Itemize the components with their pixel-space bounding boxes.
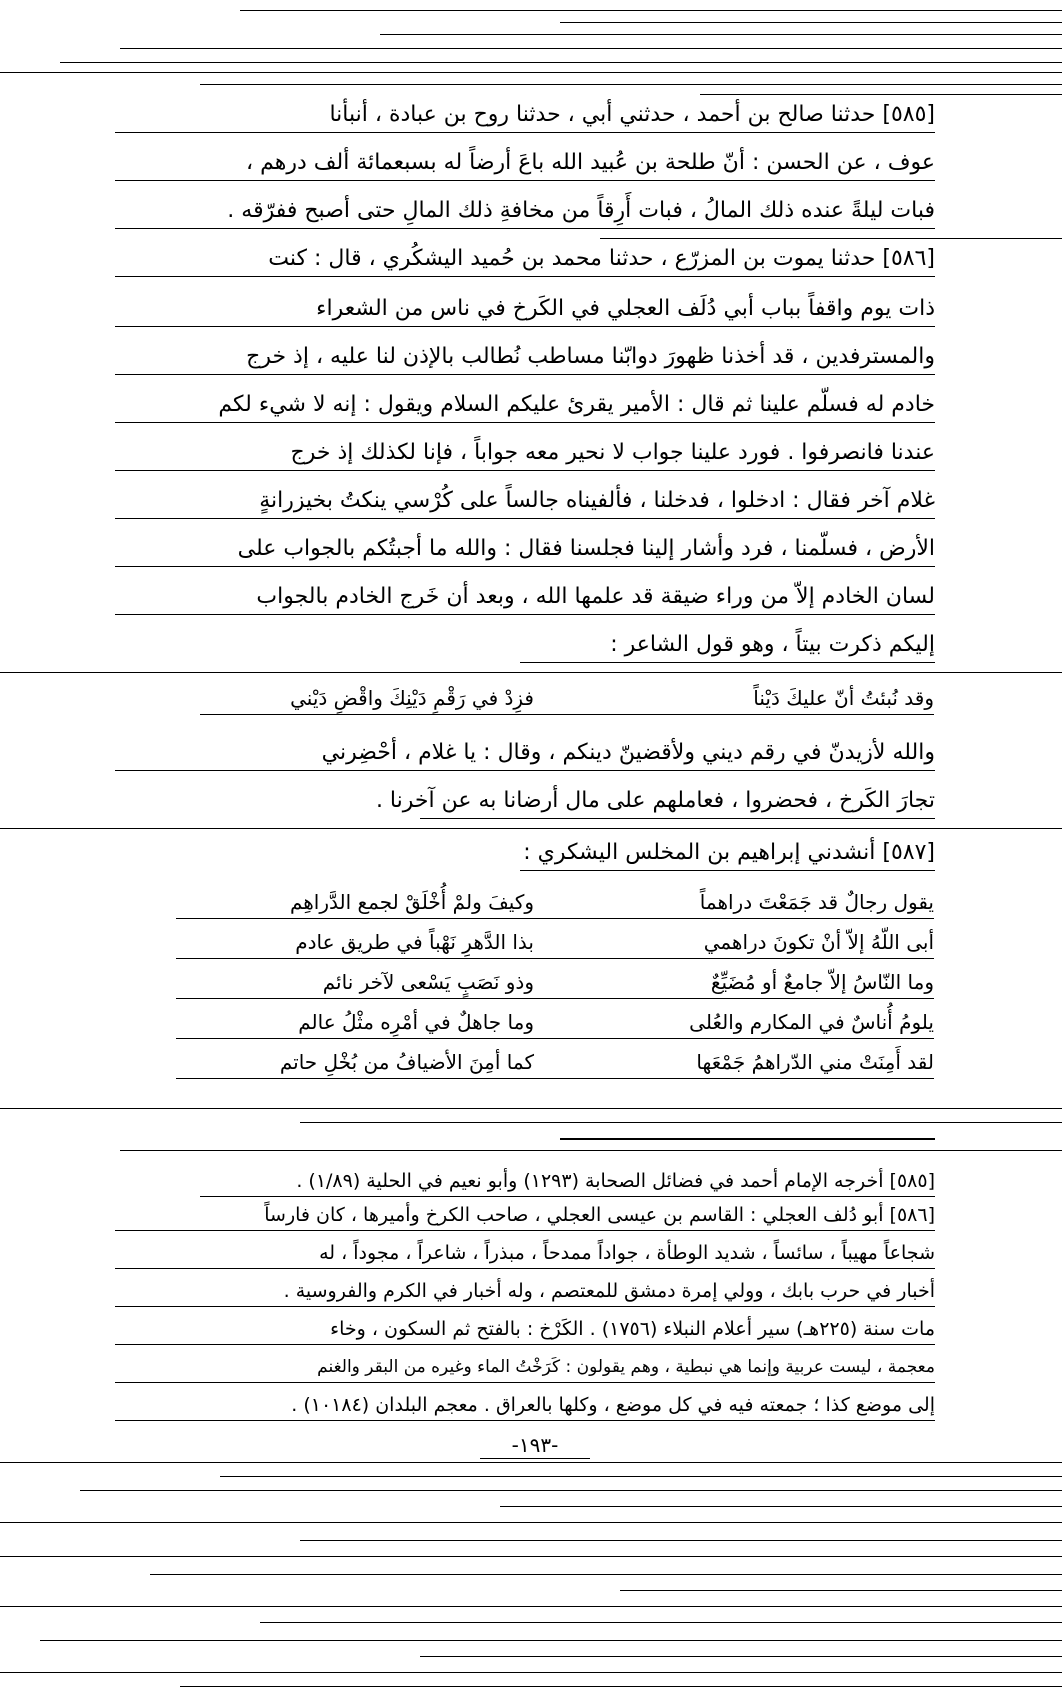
scan-streak	[560, 22, 1062, 23]
scan-streak	[500, 1506, 1062, 1507]
poem-verse	[176, 1048, 934, 1079]
body-line: الأرض ، فسلّمنا ، فرد وأشار إلينا فجلسنا فقال : والله ما أجبتُكم بالجواب على	[115, 534, 935, 567]
body-line: خادم له فسلّم علينا ثم قال : الأمير يقرئ عليكم السلام ويقول : إنه لا شيء لكم	[115, 390, 935, 423]
scan-streak	[0, 1462, 1062, 1463]
verse-first-hemistich: يلومُ أُناسٌ في المكارم والعُلى	[689, 1010, 934, 1034]
page-number: -١٩٣-	[480, 1432, 590, 1459]
poem-verse	[176, 888, 934, 919]
scan-streak	[300, 1122, 1062, 1123]
scan-streak	[60, 62, 1062, 63]
footnote-line: أخبار في حرب بابك ، وولي إمرة دمشق للمعتصم ، وله أخبار في الكرم والفروسية .	[115, 1278, 935, 1307]
footnote-line: مات سنة (٢٢٥هـ) سير أعلام النبلاء (١٧٥٦) . الكَرْخ : بالفتح ثم السكون ، وخاء	[115, 1316, 935, 1345]
verse-line	[200, 684, 934, 715]
body-line: لسان الخادم إلاّ من وراء ضيقة قد علمها الله ، وبعد أن خَرج الخادم بالجواب	[115, 582, 935, 615]
verse-second-hemistich: وكيفَ ولمْ أُخْلَقْ لجمع الدَّراهِم	[289, 890, 534, 914]
body-line: إليكم ذكرت بيتاً ، وهو قول الشاعر :	[520, 630, 935, 663]
footnote-line: [٥٨٥] أخرجه الإمام أحمد في فضائل الصحابة (١٢٩٣) وأبو نعيم في الحلية (١/٨٩) .	[200, 1168, 935, 1197]
verse-first-hemistich: لقد أَمِنَتْ مني الدّراهمُ جَمْعَها	[696, 1050, 934, 1074]
scan-streak	[620, 1590, 1062, 1591]
body-line: [٥٨٧] أنشدني إبراهيم بن المخلس اليشكري :	[520, 838, 935, 871]
footnote-line: شجاعاً مهيباً ، سائساً ، شديد الوطأة ، جواداً ممدحاً ، مبذراً ، شاعراً ، مجوداً ، له	[115, 1240, 935, 1269]
poem-verse	[176, 968, 934, 999]
scan-streak	[180, 1686, 1062, 1687]
verse-second-hemistich: وذو نَصَبٍ يَسْعى لآخر نائم	[322, 970, 534, 994]
body-line: غلام آخر فقال : ادخلوا ، فدخلنا ، فألفيناه جالساً على كُرْسي ينكتُ بخيزرانةٍ	[115, 486, 935, 519]
scan-streak	[0, 828, 1062, 829]
scan-streak	[0, 1672, 1062, 1673]
scan-streak	[240, 10, 1062, 11]
verse-second-hemistich: وما جاهلٌ في أمْرِه مثْلُ عالم	[298, 1010, 534, 1034]
scan-streak	[40, 1640, 1062, 1641]
body-line: [٥٨٦] حدثنا يموت بن المزرّع ، حدثنا محمد بن حُميد اليشكُري ، قال : كنت	[115, 244, 935, 277]
scan-streak	[300, 1540, 1062, 1541]
verse-first-hemistich: وقد نُبئتُ أنّ عليكَ دَيْناً	[753, 686, 934, 710]
verse-second-hemistich: كما أمِنَ الأضيافُ من بُخْلِ حاتم	[279, 1050, 534, 1074]
body-line: عندنا فانصرفوا . فورد علينا جواب لا نحير معه جواباً ، فإنا لكذلك إذ خرج	[115, 438, 935, 471]
scan-streak	[200, 84, 1062, 85]
footnote-line: إلى موضع كذا ؛ جمعته فيه في كل موضع ، وكلها بالعراق . معجم البلدان (١٠١٨٤) .	[115, 1392, 935, 1421]
body-line: تجارَ الكَرخ ، فحضروا ، فعاملهم على مال أرضانا به عن آخرنا .	[420, 786, 935, 819]
footnote-line: معجمة ، ليست عربية وإنما هي نبطية ، وهم يقولون : كَرَخْتُ الماء وغيره من البقر والغنم	[115, 1354, 935, 1383]
verse-first-hemistich: أبى اللّهُ إلاّ أنْ تكونَ دراهمي	[703, 930, 934, 954]
scan-streak	[80, 1490, 1062, 1491]
footnote-line: [٥٨٦] أبو دُلف العجلي : القاسم بن عيسى العجلي ، صاحب الكرخ وأميرها ، كان فارساً	[115, 1202, 935, 1231]
scan-streak	[0, 672, 1062, 673]
scan-streak	[420, 1656, 1062, 1657]
verse-first-hemistich: يقول رجالٌ قد جَمَعْتَ دراهماً	[699, 890, 934, 914]
scan-streak	[0, 1556, 1062, 1557]
verse-first-hemistich: وما النّاسُ إلاّ جامعٌ أو مُضَيِّعٌ	[710, 970, 934, 994]
scan-streak	[260, 1622, 1062, 1623]
scan-streak	[0, 1108, 1062, 1109]
body-line: ذات يوم واقفاً بباب أبي دُلَف العجلي في الكَرخ في ناس من الشعراء	[115, 294, 935, 327]
scan-streak	[700, 94, 1062, 95]
scan-streak	[0, 1522, 1062, 1523]
scan-streak	[120, 48, 1062, 49]
poem-verse	[176, 1008, 934, 1039]
verse-second-hemistich: فزِدْ في رَقْمِ دَيْنِكَ واقْضِ دَيْني	[290, 686, 534, 710]
footnote-separator	[560, 1138, 935, 1140]
body-line: [٥٨٥] حدثنا صالح بن أحمد ، حدثني أبي ، حدثنا روح بن عبادة ، أنبأنا	[115, 100, 935, 133]
scan-streak	[600, 238, 1062, 239]
body-line: فبات ليلةً عنده ذلك المالُ ، فبات أَرِقاً من مخافةِ ذلك المالِ حتى أصبح ففرّقه .	[115, 196, 935, 229]
verse-second-hemistich: بذا الدَّهرِ نَهْباً في طريق عادم	[295, 930, 534, 954]
scan-streak	[150, 1574, 1062, 1575]
scan-streak	[0, 1606, 1062, 1607]
body-line: عوف ، عن الحسن : أنّ طلحة بن عُبيد الله باعَ أرضاً له بسبعمائة ألف درهم ،	[115, 148, 935, 181]
scan-streak	[220, 1476, 1062, 1477]
scan-streak	[380, 34, 1062, 35]
poem-verse	[176, 928, 934, 959]
scan-streak	[120, 1150, 1062, 1151]
scan-streak	[0, 72, 1062, 73]
body-line: والله لأزيدنّ في رقم ديني ولأقضينّ دينكم ، وقال : يا غلام ، أحْضِرني	[115, 738, 935, 771]
body-line: والمسترفدين ، قد أخذنا ظهورَ دوابّنا مساطب نُطالب بالإذن لنا عليه ، إذ خرج	[115, 342, 935, 375]
